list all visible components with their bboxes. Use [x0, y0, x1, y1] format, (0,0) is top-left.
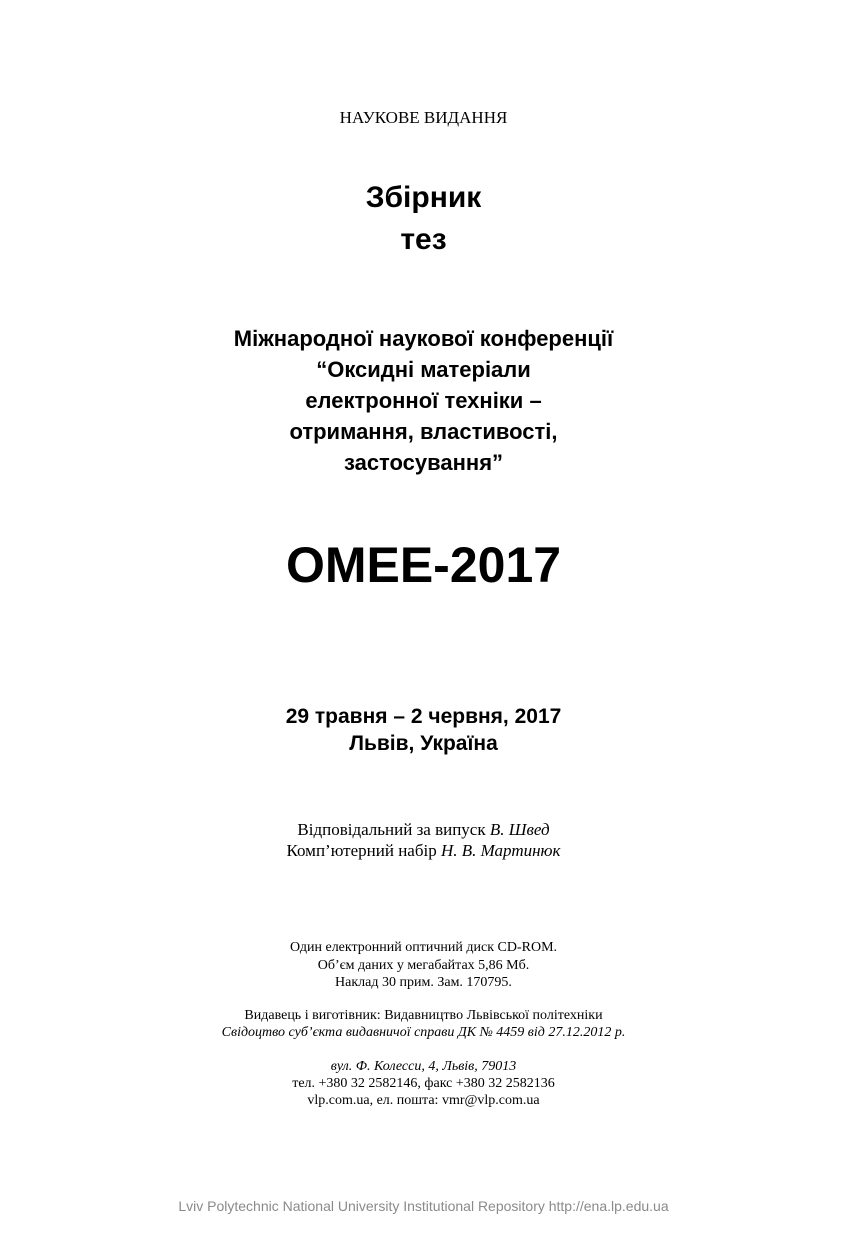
- repository-footer: Lviv Polytechnic National University Institutional Repository http://ena.lp.edu.ua: [178, 1198, 669, 1214]
- typesetter-credit: [0, 840, 847, 861]
- editor-label: Відповідальний за випуск: [297, 820, 486, 839]
- editor-credit: [0, 819, 847, 840]
- typesetter-label: Комп’ютерний набір: [286, 841, 437, 860]
- conference-line-1: Міжнародної наукової конференції: [233, 326, 614, 351]
- certificate-text: Свідоцтво суб’єкта видавничої справи ДК № 4459 від 27.12.2012 р.: [221, 1025, 626, 1040]
- title-line-1: Збірник: [365, 181, 482, 214]
- phones-line: тел. +380 32 2582146, факс +380 32 2582136: [292, 1076, 555, 1091]
- event-location: Львів, Україна: [349, 732, 498, 755]
- publication-type: НАУКОВЕ ВИДАННЯ: [339, 108, 508, 127]
- media-line-3: Наклад 30 прим. Зам. 170795.: [335, 975, 512, 990]
- web-line: vlp.com.ua, ел. пошта: vmr@vlp.com.ua: [307, 1093, 540, 1108]
- conference-line-3: електронної техніки –: [305, 388, 542, 413]
- conference-acronym: OMEE-2017: [285, 537, 562, 593]
- title-line-2: тез: [400, 223, 447, 256]
- conference-line-4: отримання, властивості,: [289, 419, 558, 444]
- editor-name: В. Швед: [489, 820, 550, 839]
- event-dates: 29 травня – 2 червня, 2017: [285, 705, 562, 728]
- address-text: вул. Ф. Колесси, 4, Львів, 79013: [330, 1059, 517, 1074]
- typesetter-name: Н. В. Мартинюк: [440, 841, 561, 860]
- conference-line-2: “Оксидні матеріали: [316, 357, 531, 382]
- media-line-1: Один електронний оптичний диск CD-ROM.: [289, 940, 558, 955]
- address-line: [0, 1058, 847, 1076]
- publisher-line: Видавець і виготівник: Видавництво Львівської політехніки: [244, 1008, 603, 1023]
- conference-line-5: застосування”: [343, 450, 504, 475]
- publisher-certificate: [0, 1024, 847, 1042]
- media-line-2: Об’єм даних у мегабайтах 5,86 Мб.: [317, 958, 530, 973]
